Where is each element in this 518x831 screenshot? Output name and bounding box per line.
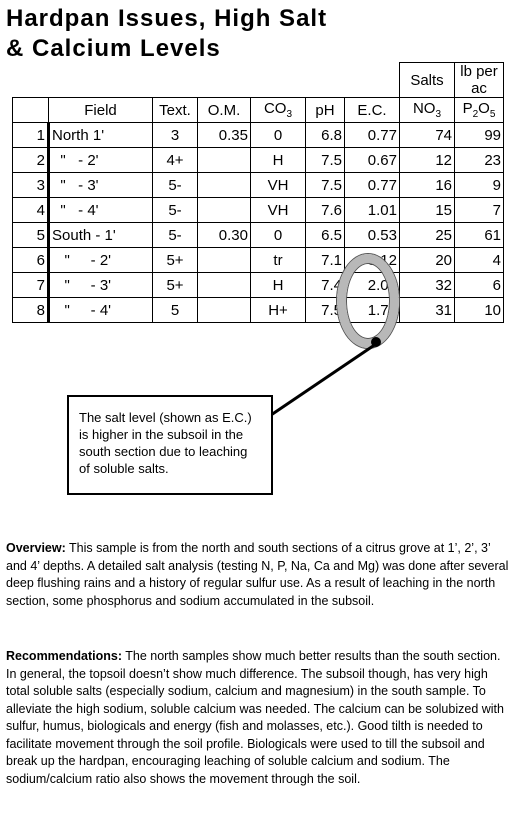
cell-p2o5: 9 — [455, 173, 504, 198]
cell-co3: 0 — [251, 223, 306, 248]
soil-analysis-table — [12, 62, 504, 323]
cell-co3: H — [251, 148, 306, 173]
cell-p2o5: 61 — [455, 223, 504, 248]
cell-ph: 6.5 — [306, 223, 345, 248]
cell-field: " - 4' — [49, 298, 153, 323]
cell-ec: 1.01 — [345, 198, 400, 223]
cell-text: 5+ — [153, 273, 198, 298]
recommendations-paragraph — [6, 648, 512, 788]
table-row — [13, 123, 504, 148]
cell-idx: 6 — [13, 248, 49, 273]
cell-om — [198, 273, 251, 298]
cell-p2o5: 4 — [455, 248, 504, 273]
cell-ph: 7.1 — [306, 248, 345, 273]
cell-idx: 8 — [13, 298, 49, 323]
header-lb-per-ac: lb per ac — [455, 63, 504, 98]
table-row — [13, 148, 504, 173]
cell-ph: 7.5 — [306, 173, 345, 198]
cell-field: " - 3' — [49, 273, 153, 298]
overview-text: This sample is from the north and south sections of a citrus grove at 1’, 2’, 3’ and 4’ depths. A detailed salt analysis (testing N, P, Na, Ca and Mg) was done after several deep flushing rains and a history of regular sulfur use. As a result of leaching in the north section, some phosphorus and sodium accumulated in the subsoil. — [6, 541, 509, 608]
cell-ph: 7.6 — [306, 198, 345, 223]
cell-co3: H — [251, 273, 306, 298]
cell-ec: 2.06 — [345, 273, 400, 298]
cell-field: " - 2' — [49, 148, 153, 173]
cell-text: 5- — [153, 198, 198, 223]
cell-p2o5: 10 — [455, 298, 504, 323]
table-row — [13, 223, 504, 248]
callout-box: The salt level (shown as E.C.) is higher in the subsoil in the south section due to leaching of soluble salts. — [67, 395, 273, 495]
header-p2o5: $P_2O_5$ — [455, 98, 504, 123]
cell-om: 0.35 — [198, 123, 251, 148]
cell-om — [198, 198, 251, 223]
cell-text: 4+ — [153, 148, 198, 173]
table-header-row — [13, 98, 504, 123]
cell-ec: 0.67 — [345, 148, 400, 173]
overview-label: Overview: — [6, 541, 66, 555]
cell-ph: 7.5 — [306, 298, 345, 323]
table-row — [13, 248, 504, 273]
cell-idx: 3 — [13, 173, 49, 198]
cell-ec: 1.73 — [345, 298, 400, 323]
cell-om — [198, 248, 251, 273]
header-no3: $NO_3$ — [400, 98, 455, 123]
header-co3: $CO_3$ — [251, 98, 306, 123]
cell-ec: 0.77 — [345, 173, 400, 198]
cell-ph: 6.8 — [306, 123, 345, 148]
header-ec: E.C. — [345, 98, 400, 123]
header-om: O.M. — [198, 98, 251, 123]
cell-no3: 20 — [400, 248, 455, 273]
cell-p2o5: 99 — [455, 123, 504, 148]
cell-text: 3 — [153, 123, 198, 148]
cell-text: 5 — [153, 298, 198, 323]
cell-om — [198, 148, 251, 173]
header-field: Field — [49, 98, 153, 123]
table-row — [13, 298, 504, 323]
header-salts: Salts — [400, 63, 455, 98]
cell-ec: 3.12 — [345, 248, 400, 273]
table-row — [13, 273, 504, 298]
cell-no3: 31 — [400, 298, 455, 323]
cell-field: South - 1' — [49, 223, 153, 248]
cell-text: 5- — [153, 173, 198, 198]
cell-text: 5+ — [153, 248, 198, 273]
cell-field: " - 4' — [49, 198, 153, 223]
cell-no3: 74 — [400, 123, 455, 148]
recommendations-label: Recommendations: — [6, 649, 122, 663]
cell-om — [198, 298, 251, 323]
cell-co3: H+ — [251, 298, 306, 323]
cell-ph: 7.5 — [306, 148, 345, 173]
cell-p2o5: 7 — [455, 198, 504, 223]
cell-co3: tr — [251, 248, 306, 273]
cell-co3: VH — [251, 198, 306, 223]
cell-no3: 16 — [400, 173, 455, 198]
cell-text: 5- — [153, 223, 198, 248]
cell-idx: 5 — [13, 223, 49, 248]
cell-no3: 32 — [400, 273, 455, 298]
table-group-header-row — [13, 63, 504, 98]
cell-ec: 0.53 — [345, 223, 400, 248]
cell-co3: 0 — [251, 123, 306, 148]
cell-no3: 25 — [400, 223, 455, 248]
cell-idx: 1 — [13, 123, 49, 148]
cell-om: 0.30 — [198, 223, 251, 248]
table-row — [13, 173, 504, 198]
table-body — [13, 123, 504, 323]
table-row — [13, 198, 504, 223]
header-text: Text. — [153, 98, 198, 123]
cell-co3: VH — [251, 173, 306, 198]
title-line-1: Hardpan Issues, High Salt — [6, 5, 328, 32]
cell-p2o5: 6 — [455, 273, 504, 298]
cell-idx: 4 — [13, 198, 49, 223]
recommendations-text: The north samples show much better results than the south section. In general, the topsoil doesn’t show much difference. The subsoil though, has very high total soluble salts (especially sodium, calcium and magnesium) in the south sample. To alleviate the high sodium, soluble calcium was needed. The calcium can be solubized with sulfur, humus, biologicals and energy (fish and molasses, etc.). Good tilth is needed to facilitate movement through the soil profile. Biologicals were used to till the subsoil and break up the hardpan, encouraging leaching of soluble calcium and sodium. The sodium/calcium ratio also shows the movement through the soil. — [6, 649, 504, 786]
cell-field: " - 2' — [49, 248, 153, 273]
cell-no3: 12 — [400, 148, 455, 173]
cell-no3: 15 — [400, 198, 455, 223]
cell-field: " - 3' — [49, 173, 153, 198]
page-title — [6, 4, 327, 64]
cell-om — [198, 173, 251, 198]
cell-idx: 2 — [13, 148, 49, 173]
cell-field: North 1' — [49, 123, 153, 148]
header-ph: pH — [306, 98, 345, 123]
cell-ec: 0.77 — [345, 123, 400, 148]
title-line-2: & Calcium Levels — [6, 35, 221, 62]
cell-p2o5: 23 — [455, 148, 504, 173]
highlight-ring — [337, 254, 399, 348]
overview-paragraph — [6, 540, 512, 610]
cell-ph: 7.4 — [306, 273, 345, 298]
cell-idx: 7 — [13, 273, 49, 298]
